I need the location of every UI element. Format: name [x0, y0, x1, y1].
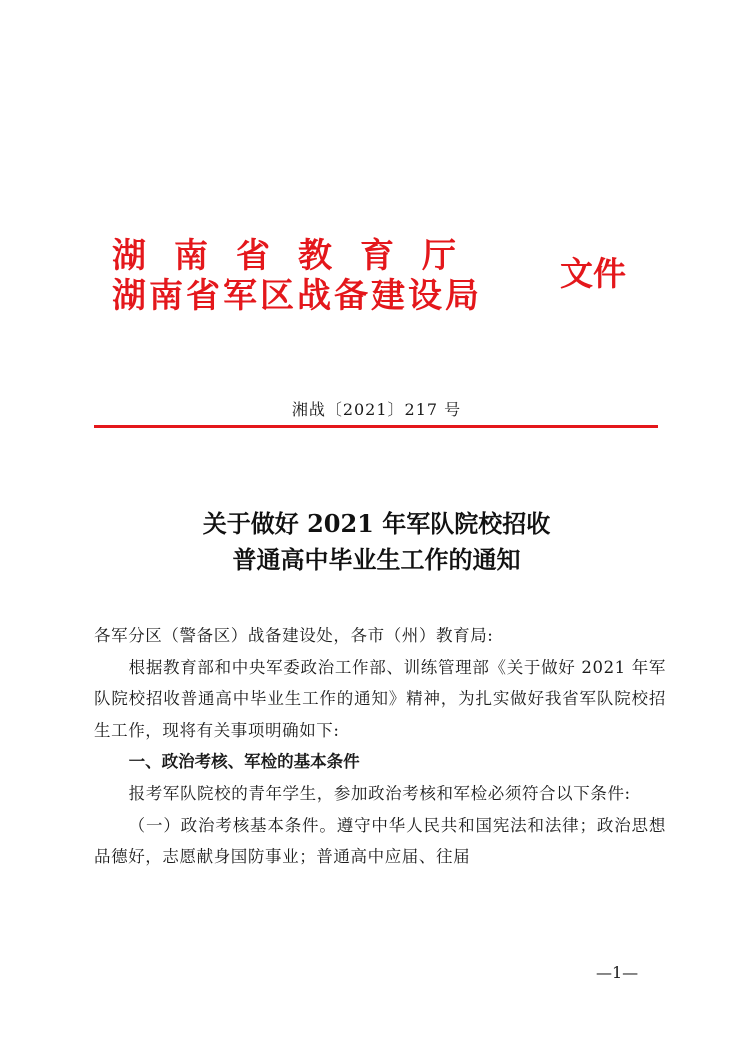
issuer-name-military-bureau: 湖南省军区战备建设局 [112, 276, 482, 316]
issuer-name-education-department: 湖南省教育厅 [112, 236, 484, 276]
page-number: —1— [596, 963, 639, 982]
section-heading: 一、政治考核、军检的基本条件 [128, 752, 360, 772]
issuer-header [112, 236, 642, 316]
document-number: 湘战〔2021〕217 号 [291, 400, 462, 419]
red-separator-line [94, 425, 658, 428]
document-title [0, 506, 753, 578]
document-body [94, 620, 666, 873]
issuer-document-suffix: 文件 [560, 254, 626, 293]
body-paragraph: （一）政治考核基本条件。遵守中华人民共和国宪法和法律；政治思想品德好，志愿献身国防事业；普通高中应届、往届 [94, 815, 666, 867]
body-paragraph: 报考军队院校的青年学生，参加政治考核和军检必须符合以下条件: [128, 783, 631, 803]
title-line-2: 普通高中毕业生工作的通知 [232, 545, 521, 574]
body-paragraph: 根据教育部和中央军委政治工作部、训练管理部《关于做好 2021 年军队院校招收普通高中毕业生工作的通知》精神，为扎实做好我省军队院校招生工作，现将有关事项明确如下: [94, 657, 666, 740]
title-line-1: 关于做好 2021 年军队院校招收 [202, 509, 551, 538]
salutation: 各军分区（警备区）战备建设处，各市（州）教育局: [94, 626, 494, 645]
